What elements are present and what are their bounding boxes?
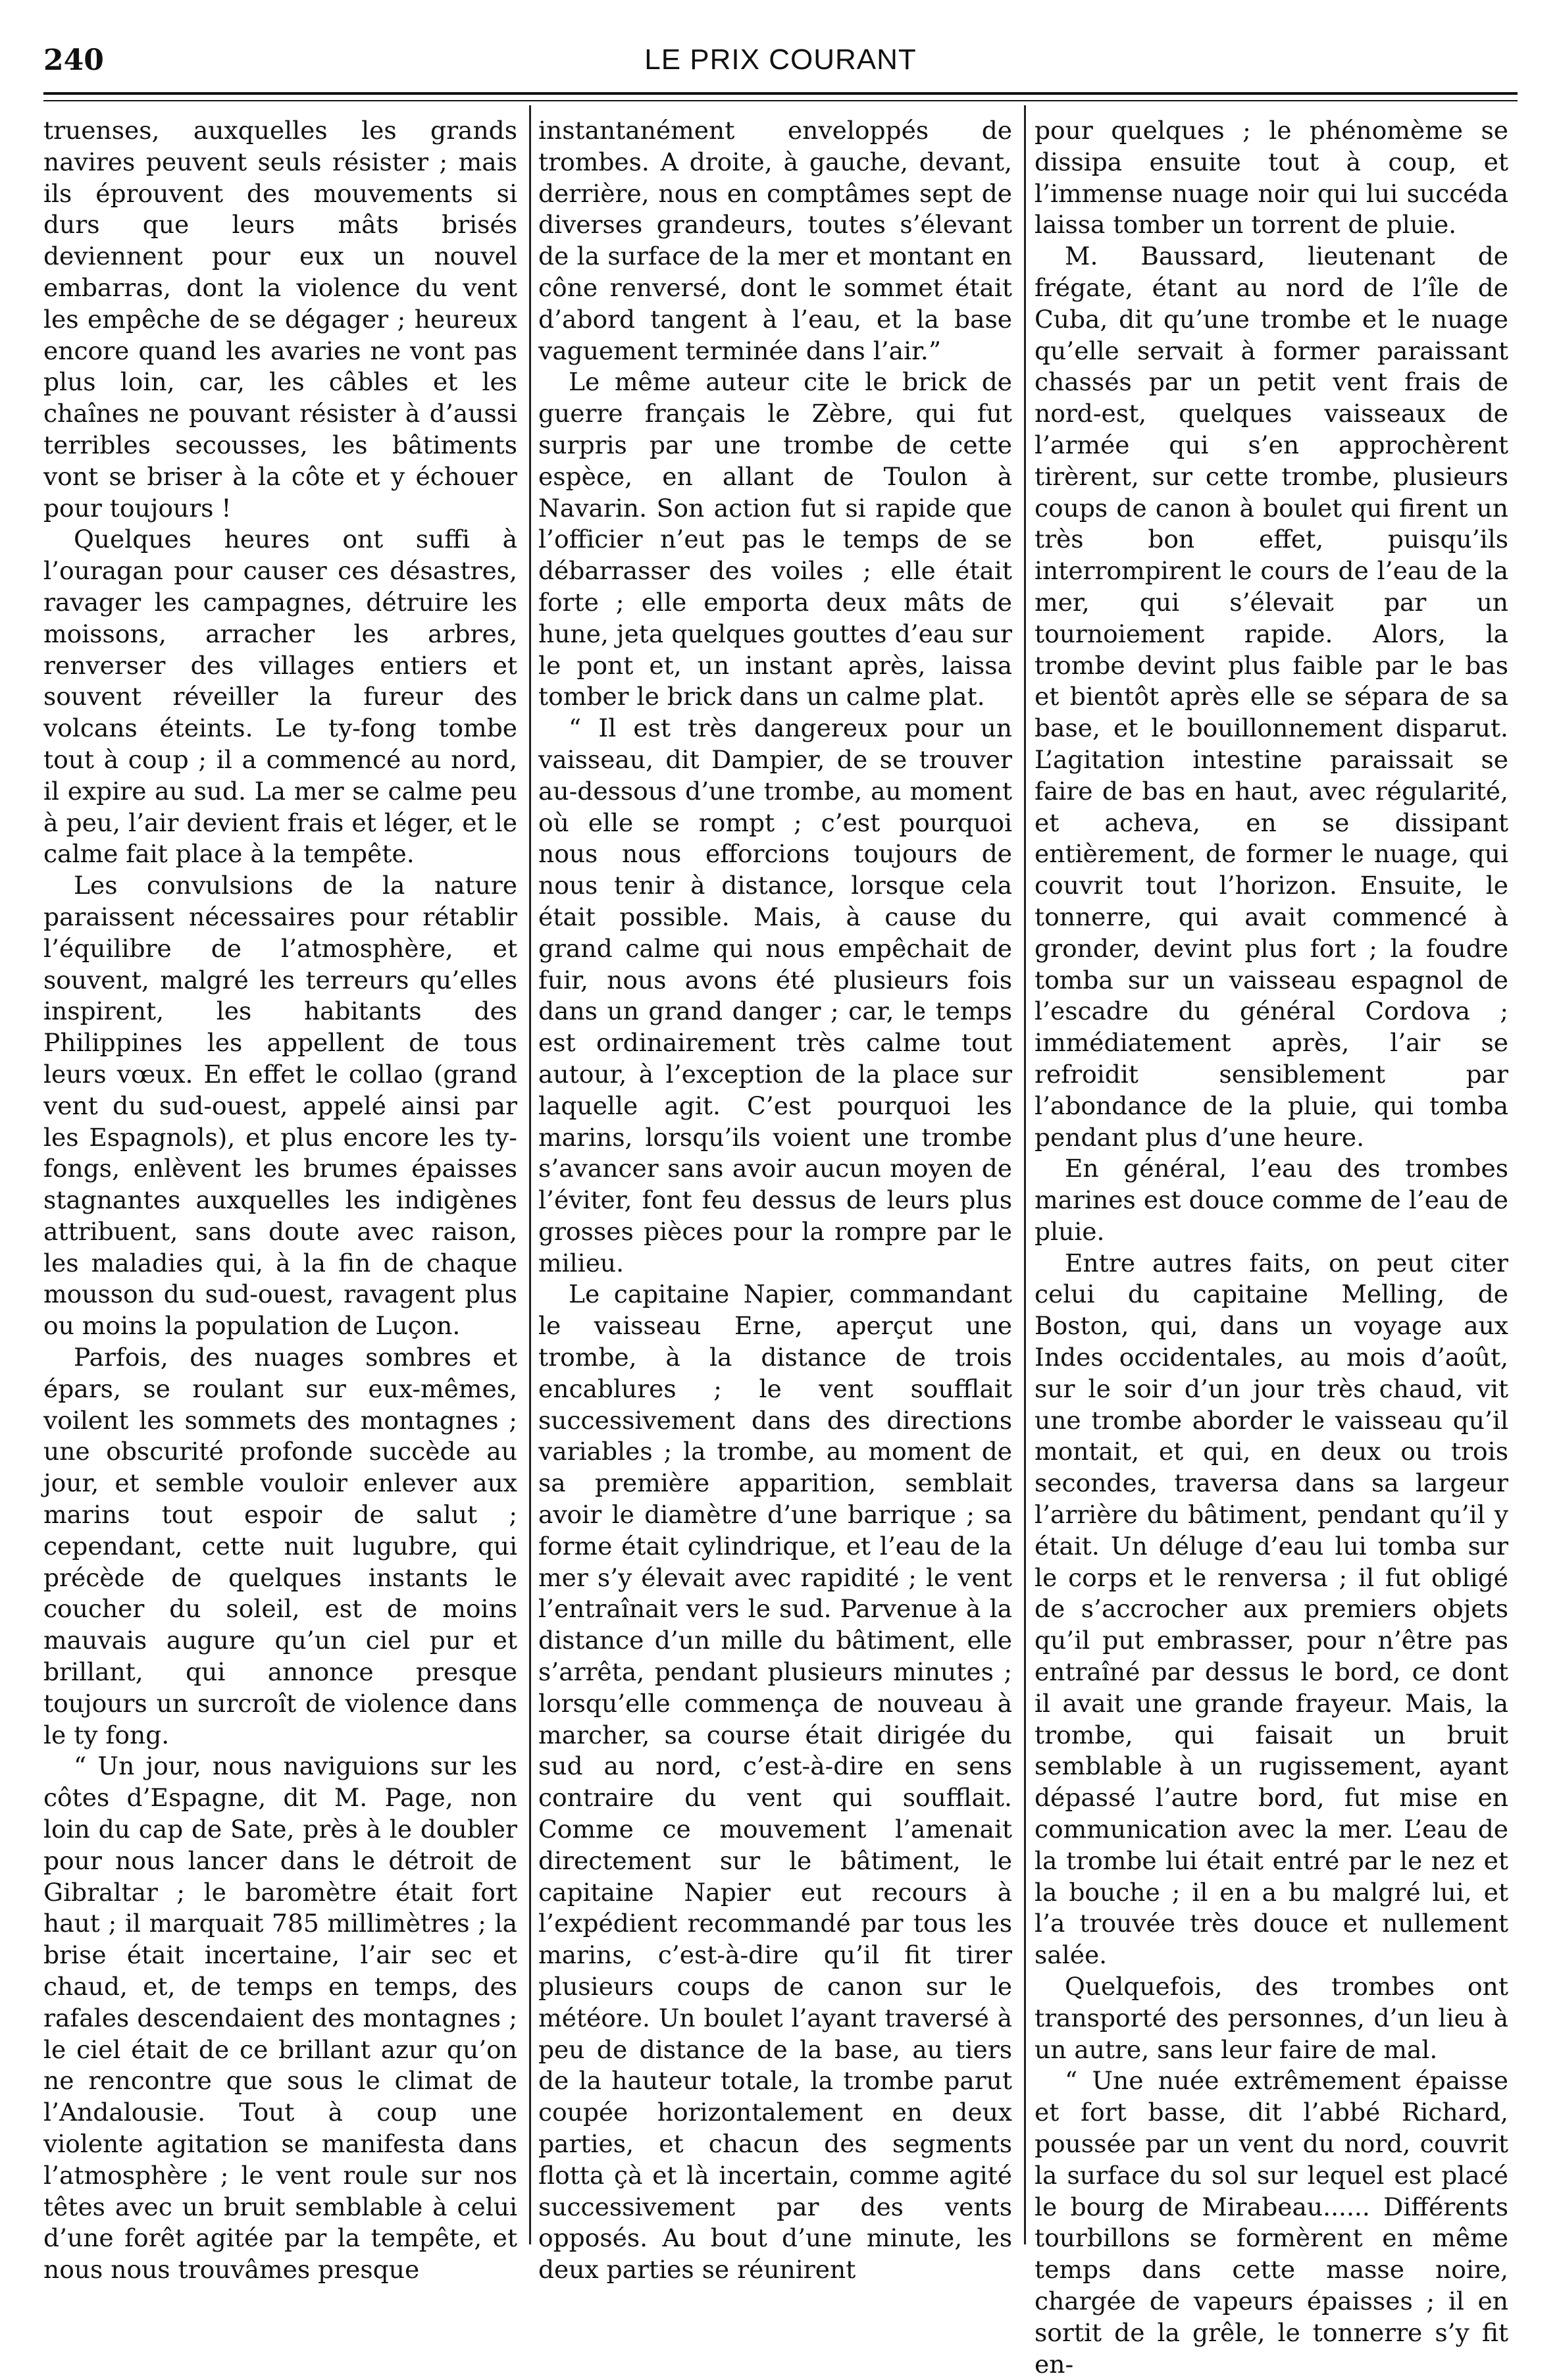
header-rule-thick — [43, 92, 1518, 95]
text-column-1 — [43, 115, 517, 2285]
paragraph: “ Il est très dangereux pour un vaisseau, dit Dampier, de se trouver au-dessous d’une trombe, au moment où elle se rompt ; c’est pourquoi nous nous efforcions toujours de nous tenir à distance, lorsque cela était possible. Mais, à cause du grand calme qui nous empêchait de fuir, nous avons été plusieurs fois dans un grand danger ; car, le temps est ordinairement très calme tout autour, à l’exception de la place sur laquelle agit. C’est pourquoi les marins, lorsqu’ils voient une trombe s’avancer sans avoir aucun moyen de l’éviter, font feu dessus de leurs plus grosses pièces pour la rompre par le milieu. — [538, 713, 1012, 1278]
paragraph: “ Une nuée extrêmement épaisse et fort basse, dit l’abbé Richard, poussée par un vent du nord, couvrit la surface du sol sur lequel est placé le bourg de Mirabeau...... Différents tourbillons se formèrent en même temps dans cette masse noire, chargée de vapeurs épaisses ; il en sortit de la grêle, le tonnerre s’y fit en- — [1035, 2066, 1508, 2379]
paragraph: Le même auteur cite le brick de guerre français le Zèbre, qui fut surpris par une trombe de cette espèce, en allant de Toulon à Navarin. Son action fut si rapide que l’officier n’eut pas le temps de se débarrasser des voiles ; elle était forte ; elle emporta deux mâts de hune, jeta quelques gouttes d’eau sur le pont et, un instant après, laissa tomber le brick dans un calme plat. — [538, 367, 1012, 711]
running-title: LE PRIX COURANT — [644, 43, 917, 76]
column-divider — [1024, 105, 1026, 2244]
paragraph: truenses, auxquelles les grands navires peuvent seuls résister ; mais ils éprouvent des mouvements si durs que leurs mâts brisés deviennent pour eux un nouvel embarras, dont la violence du vent les empêche de se dégager ; heureux encore quand les avaries ne vont pas plus loin, car, les câbles et les chaînes ne pouvant résister à d’aussi terribles secousses, les bâtiments vont se briser à la côte et y échouer pour toujours ! — [43, 116, 517, 523]
page-header — [43, 39, 1518, 86]
paragraph: instantanément enveloppés de trombes. A droite, à gauche, devant, derrière, nous en comptâmes sept de diverses grandeurs, toutes s’élevant de la surface de la mer et montant en cône renversé, dont le sommet était d’abord tangent à l’eau, et la base vaguement terminée dans l’air.” — [538, 116, 1012, 365]
paragraph: pour quelques ; le phénomème se dissipa ensuite tout à coup, et l’immense nuage noir qui lui succéda laissa tomber un torrent de pluie. — [1035, 116, 1508, 240]
paragraph: Le capitaine Napier, commandant le vaisseau Erne, aperçut une trombe, à la distance de trois encablures ; le vent soufflait successivement dans des directions variables ; la trombe, au moment de sa première apparition, semblait avoir le diamètre d’une barrique ; sa forme était cylindrique, et l’eau de la mer s’y élevait avec rapidité ; le vent l’entraînait vers le sud. Parvenue à la distance d’un mille du bâtiment, elle s’arrêta, pendant plusieurs minutes ; lorsqu’elle commença de nouveau à marcher, sa course était dirigée du sud au nord, c’est-à-dire en sens contraire du vent qui soufflait. Comme ce mouvement l’amenait directement sur le bâtiment, le capitaine Napier eut recours à l’expédient recommandé par tous les marins, c’est-à-dire qu’il fit tirer plusieurs coups de canon sur le météore. Un boulet l’ayant traversé à peu de distance de la base, au tiers de la hauteur totale, la trombe parut coupée horizontalement en deux parties, et chacun des segments flotta çà et là incertain, comme agité successivement par des vents opposés. Au bout d’une minute, les deux parties se réunirent — [538, 1280, 1012, 2285]
header-rule-thin — [43, 100, 1518, 101]
column-divider — [529, 105, 531, 2244]
paragraph: “ Un jour, nous naviguions sur les côtes d’Espagne, dit M. Page, non loin du cap de Sate, près à le doubler pour nous lancer dans le détroit de Gibraltar ; le baromètre était fort haut ; il marquait 785 millimètres ; la brise était incertaine, l’air sec et chaud, et, de temps en temps, des rafales descendaient des montagnes ; le ciel était de ce brillant azur qu’on ne rencontre que sous le climat de l’Andalousie. Tout à coup une violente agitation se manifesta dans l’atmosphère ; le vent roule sur nos têtes avec un bruit semblable à celui d’une forêt agitée par la tempête, et nous nous trouvâmes presque — [43, 1751, 517, 2285]
paragraph: En général, l’eau des trombes marines est douce comme de l’eau de pluie. — [1035, 1154, 1508, 1246]
paragraph: Quelquefois, des trombes ont transporté des personnes, d’un lieu à un autre, sans leur faire de mal. — [1035, 1972, 1508, 2064]
paragraph: Parfois, des nuages sombres et épars, se roulant sur eux-mêmes, voilent les sommets des montagnes ; une obscurité profonde succède au jour, et semble vouloir enlever aux marins tout espoir de salut ; cependant, cette nuit lugubre, qui précède de quelques instants le coucher du soleil, est de moins mauvais augure qu’un ciel pur et brillant, qui annonce presque toujours un surcroît de violence dans le ty fong. — [43, 1343, 517, 1749]
paragraph: Entre autres faits, on peut citer celui du capitaine Melling, de Boston, qui, dans un voyage aux Indes occidentales, au mois d’août, sur le soir d’un jour très chaud, vit une trombe aborder le vaisseau qu’il montait, et qui, en deux ou trois secondes, traversa dans sa largeur l’arrière du bâtiment, pendant qu’il y était. Un déluge d’eau lui tomba sur le corps et le renversa ; il fut obligé de s’accrocher aux premiers objets qu’il put embrasser, pour n’être pas entraîné par dessus le bord, ce dont il avait une grande frayeur. Mais, la trombe, qui faisait un bruit semblable à un rugissement, ayant dépassé l’autre bord, fut mise en communication avec la mer. L’eau de la trombe lui était entré par le nez et la bouche ; il en a bu malgré lui, et l’a trouvée très douce et nullement salée. — [1035, 1248, 1508, 1970]
text-column-2 — [538, 115, 1012, 2285]
paragraph: Quelques heures ont suffi à l’ouragan pour causer ces désastres, ravager les campagnes, détruire les moissons, arracher les arbres, renverser des villages entiers et souvent réveiller la fureur des volcans éteints. Le ty-fong tombe tout à coup ; il a commencé au nord, il expire au sud. La mer se calme peu à peu, l’air devient frais et léger, et le calme fait place à la tempête. — [43, 525, 517, 869]
text-column-3 — [1035, 115, 1508, 2379]
paragraph: Les convulsions de la nature paraissent nécessaires pour rétablir l’équilibre de l’atmosphère, et souvent, malgré les terreurs qu’elles inspirent, les habitants des Philippines les appellent de tous leurs vœux. En effet le collao (grand vent du sud-ouest, appelé ainsi par les Espagnols), et plus encore les ty-fongs, enlèvent les brumes épaisses stagnantes auxquelles les indigènes attribuent, sans doute avec raison, les maladies qui, à la fin de chaque mousson du sud-ouest, ravagent plus ou moins la population de Luçon. — [43, 871, 517, 1341]
page-number: 240 — [43, 43, 104, 77]
paragraph: M. Baussard, lieutenant de frégate, étant au nord de l’île de Cuba, dit qu’une trombe et le nuage qu’elle servait à former paraissant chassés par un petit vent frais de nord-est, quelques vaisseaux de l’armée qui s’en approchèrent tirèrent, sur cette trombe, plusieurs coups de canon à boulet qui firent un très bon effet, puisqu’ils interrompirent le cours de l’eau de la mer, qui s’élevait par un tournoiement rapide. Alors, la trombe devint plus faible par le bas et bientôt après elle se sépara de sa base, et le bouillonnement disparut. L’agitation intestine paraissait se faire de bas en haut, avec régularité, et acheva, en se dissipant entièrement, de former le nuage, qui couvrit tout l’horizon. Ensuite, le tonnerre, qui avait commencé à gronder, devint plus fort ; la foudre tomba sur un vaisseau espagnol de l’escadre du général Cordova ; immédiatement après, l’air se refroidit sensiblement par l’abondance de la pluie, qui tomba pendant plus d’une heure. — [1035, 242, 1508, 1152]
